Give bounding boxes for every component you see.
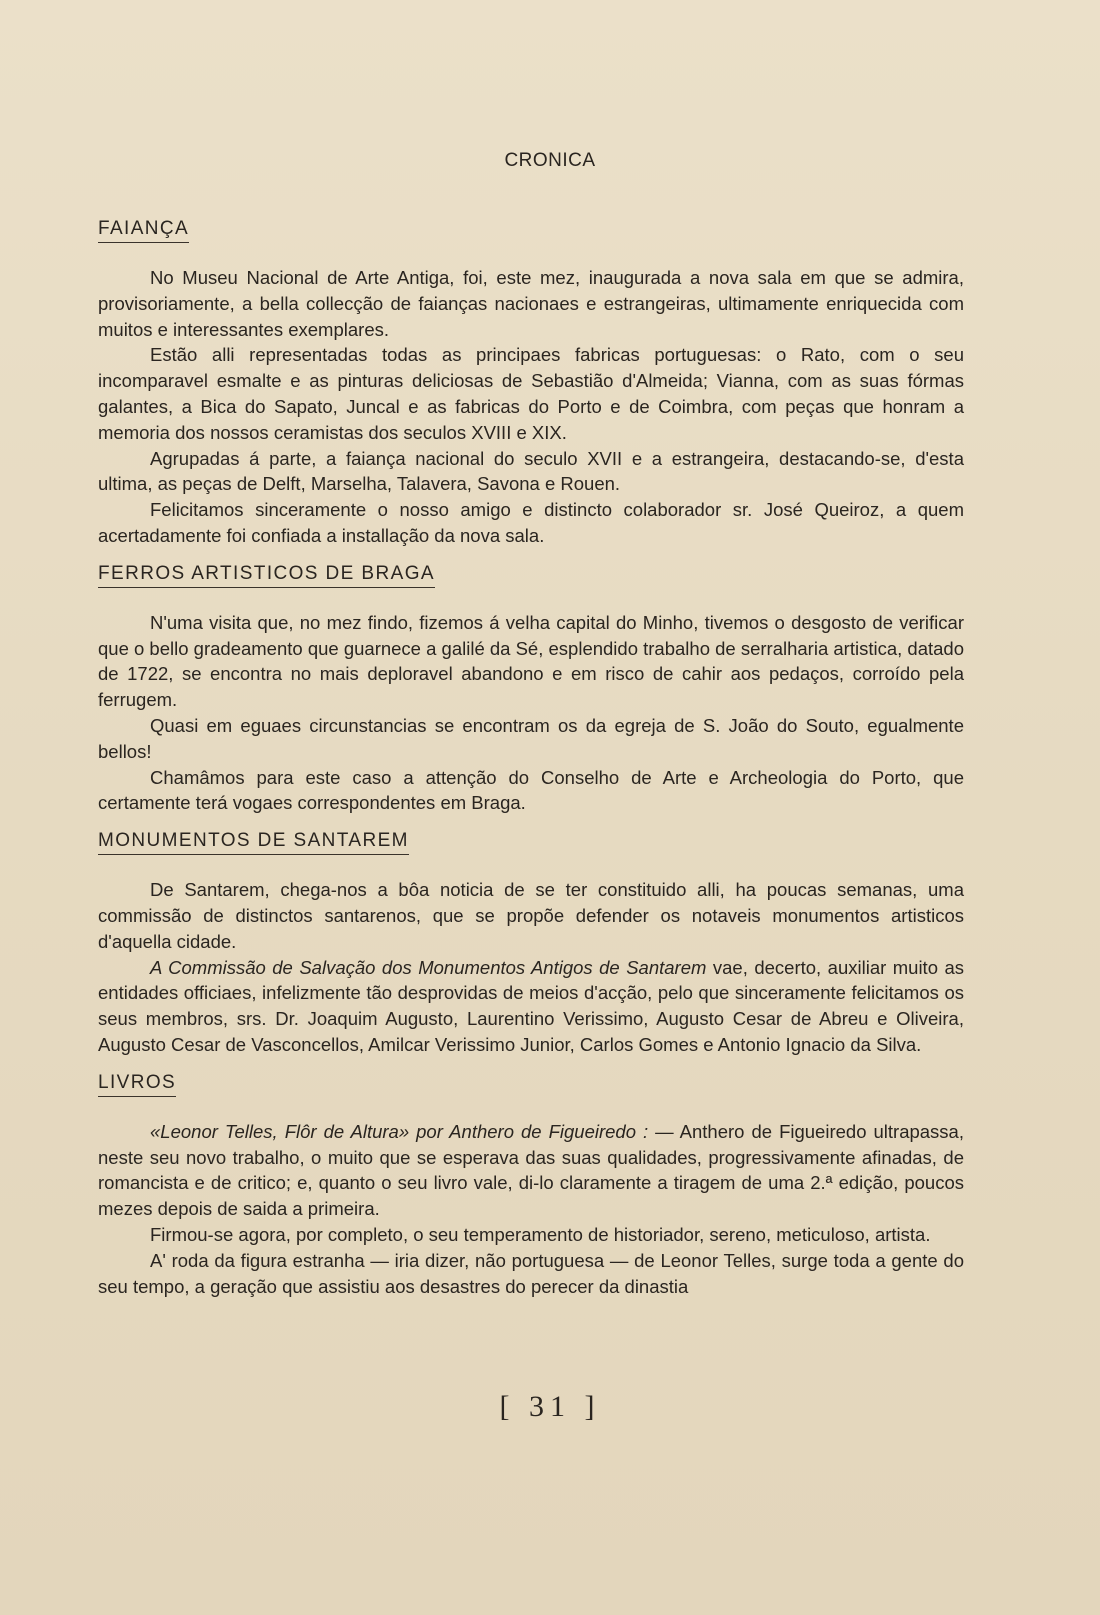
paragraph: N'uma visita que, no mez findo, fizemos á velha capital do Minho, tivemos o desgosto de verificar que o bello gradeamento que guarnece a galilé da Sé, esplendido trabalho de serralharia artistica, datado de 1722, se encontra no mais deploravel abandono e em risco de cahir aos pedaços, corroído pela ferrugem. xyxy=(98,611,964,711)
paragraph: Firmou-se agora, por completo, o seu temperamento de historiador, sereno, meticuloso, artista. xyxy=(150,1223,931,1245)
page-number: [ 31 ] xyxy=(499,1390,601,1423)
section-heading: FERROS ARTISTICOS DE BRAGA xyxy=(98,563,435,588)
section-monumentos-santarem xyxy=(98,816,964,1058)
paragraph xyxy=(98,1119,964,1222)
paragraph-text: vae, decerto, auxiliar muito as entidades officiaes, infelizmente tão desprovidas de meios d'acção, pelo que sinceramente felicitamos os seus membros, srs. Dr. Joaquim Augusto, Laurentino Verissimo, Augusto Cesar de Abreu e Oliveira, Augusto Cesar de Vasconcellos, Amilcar Verissimo Junior, Carlos Gomes e Antonio Ignacio da Silva. xyxy=(98,956,964,1055)
paragraph: Quasi em eguaes circunstancias se encontram os da egreja de S. João do Souto, egualmente bellos! xyxy=(98,714,964,762)
section-heading: LIVROS xyxy=(98,1072,176,1097)
paragraph xyxy=(98,955,964,1058)
section-heading: MONUMENTOS DE SANTAREM xyxy=(98,830,409,855)
paragraph-text: — Anthero de Figueiredo ultrapassa, neste seu novo trabalho, o muito que se esperava das suas qualidades, progressivamente afinadas, de romancista e de critico; e, quanto o seu livro vale, di-lo claramente a tiragem de uma 2.ª edição, poucos mezes depois de saida a primeira. xyxy=(98,1120,964,1220)
paragraph: De Santarem, chega-nos a bôa noticia de se ter constituido alli, ha poucas semanas, uma commissão de distinctos santarenos, que se propõe defender os notaveis monumentos artisticos d'aquella cidade. xyxy=(98,879,964,952)
page-title: CRONICA xyxy=(504,150,596,171)
section-faianca xyxy=(98,218,964,549)
page-content xyxy=(98,218,964,1299)
section-heading: FAIANÇA xyxy=(98,218,189,243)
paragraph: Felicitamos sinceramente o nosso amigo e distincto colaborador sr. José Queiroz, a quem acertadamente foi confiada a installação da nova sala. xyxy=(98,499,964,546)
paragraph: A' roda da figura estranha — iria dizer, não portuguesa — de Leonor Telles, surge toda a gente do seu tempo, a geração que assistiu aos desastres do perecer da dinastia xyxy=(98,1249,964,1297)
section-ferros-artisticos xyxy=(98,549,964,816)
paragraph: Agrupadas á parte, a faiança nacional do seculo XVII e a estrangeira, destacando-se, d'esta ultima, as peças de Delft, Marselha, Talavera, Savona e Rouen. xyxy=(98,447,964,495)
paragraph: No Museu Nacional de Arte Antiga, foi, este mez, inaugurada a nova sala em que se admira, provisoriamente, a bella collecção de faianças nacionaes e estrangeiras, ultimamente enriquecida com muitos e interessantes exemplares. xyxy=(98,267,964,340)
paragraph: Estão alli representadas todas as principaes fabricas portuguesas: o Rato, com o seu incomparavel esmalte e as pinturas deliciosas de Sebastião d'Almeida; Vianna, com as suas fórmas galantes, a Bica do Sapato, Juncal e as fabricas do Porto e de Coimbra, com peças que honram a memoria dos nossos ceramistas dos seculos XVIII e XIX. xyxy=(98,344,964,443)
commission-name: A Commissão de Salvação dos Monumentos Antigos de Santarem xyxy=(150,956,707,978)
book-title: «Leonor Telles, Flôr de Altura» por Anthero de Figueiredo : xyxy=(150,1120,649,1142)
paragraph: Chamâmos para este caso a attenção do Conselho de Arte e Archeologia do Porto, que certamente terá vogaes correspondentes em Braga. xyxy=(98,766,964,814)
section-livros xyxy=(98,1058,964,1300)
